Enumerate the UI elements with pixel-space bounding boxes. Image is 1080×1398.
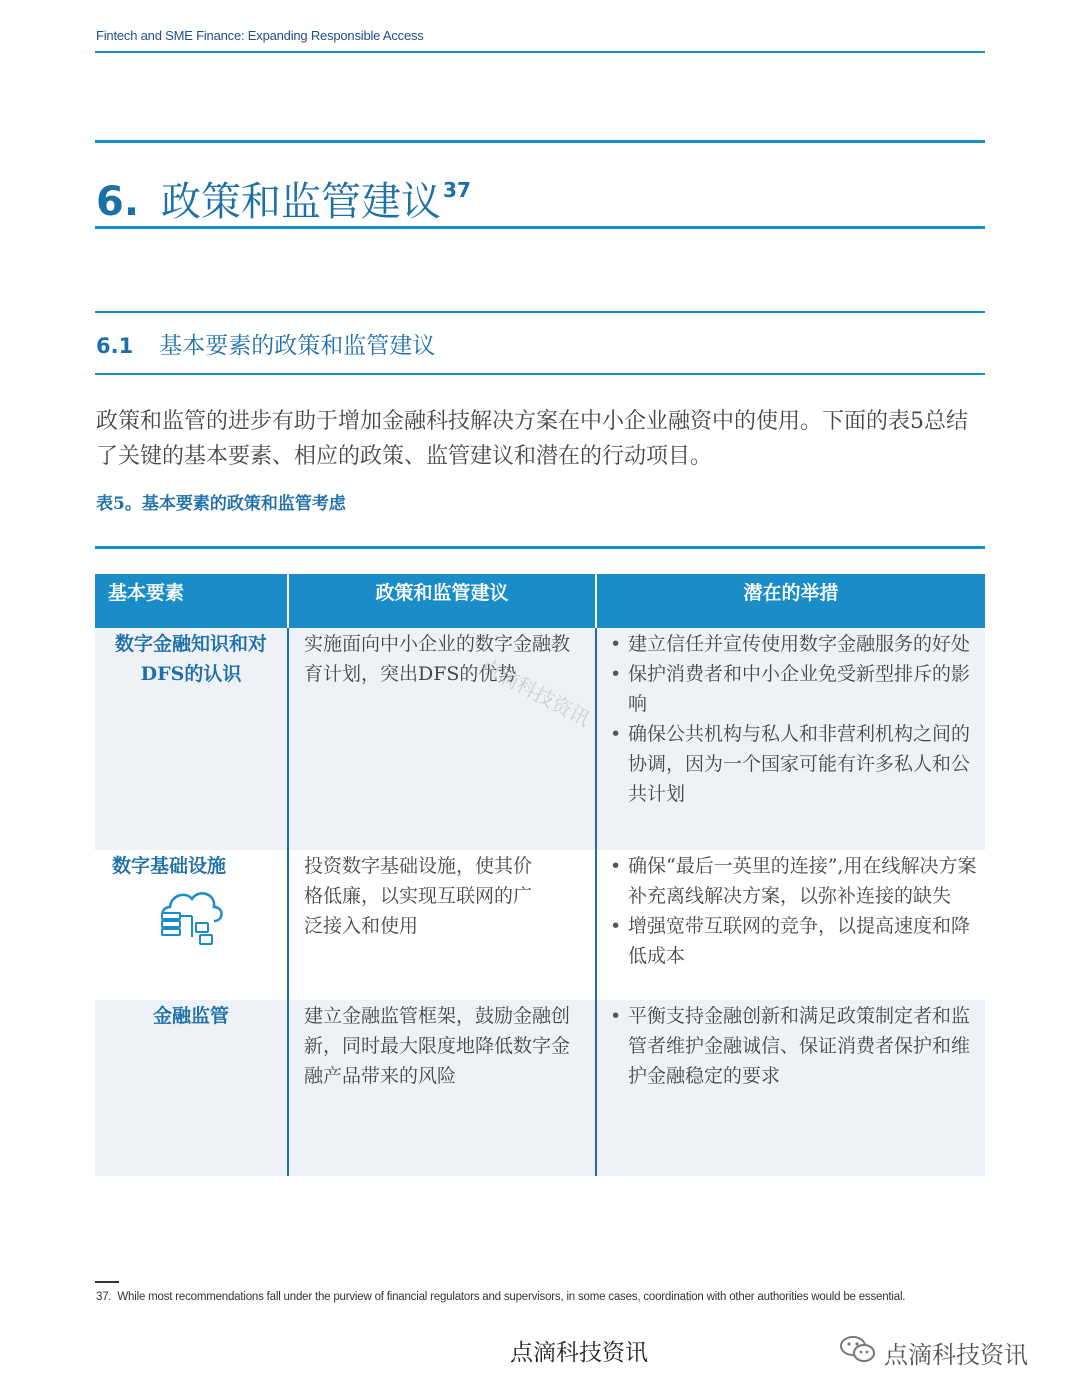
section-title: 基本要素的政策和监管建议: [159, 333, 436, 359]
actions-cell: [596, 628, 985, 850]
intro-paragraph: 政策和监管的进步有助于增加金融科技解决方案在中小企业融资中的使用。下面的表5总结了关键的基本要素、相应的政策、监管建议和潜在的行动项目。: [96, 409, 968, 469]
policy-cell: [288, 1000, 596, 1176]
running-header: Fintech and SME Finance: Expanding Responsible Access: [96, 28, 424, 43]
action-item: • 增强宽带互联网的竞争，以提高速度和降低成本: [598, 911, 984, 971]
action-item: • 保护消费者和中小企业免受新型排斥的影响: [598, 659, 984, 719]
element-label: 数字金融知识和对DFS的认识: [114, 633, 267, 685]
column-header-policy: 政策和监管建议: [288, 574, 596, 628]
column-header-element: 基本要素: [95, 574, 288, 628]
policy-cell: [288, 850, 596, 1000]
element-cell: [95, 850, 288, 1000]
section-bottom-rule: [95, 373, 985, 375]
wechat-icon: [838, 1334, 878, 1370]
footnote-number: 37.: [96, 1291, 112, 1303]
section-top-rule: [95, 311, 985, 313]
chapter-number: 6.: [96, 179, 140, 225]
policy-text: 实施面向中小企业的数字金融教育计划，突出DFS的优势: [304, 633, 571, 685]
brand-caption: 点滴科技资讯: [510, 1340, 648, 1366]
policy-table: [95, 574, 985, 1176]
policy-text: 建立金融监管框架，鼓励金融创新，同时最大限度地降低数字金融产品带来的风险: [304, 1005, 571, 1087]
column-header-actions: 潜在的举措: [596, 574, 985, 628]
footnote-text: While most recommendations fall under the purview of financial regulators and supervisors, in some cases, coordination with other authorities would be essential.: [117, 1291, 906, 1303]
element-label: 数字基础设施: [112, 855, 227, 877]
actions-list: [598, 629, 984, 809]
action-item: • 建立信任并宣传使用数字金融服务的好处: [598, 629, 984, 659]
footnote: [96, 1291, 905, 1303]
table-header-row: [95, 574, 985, 628]
actions-cell: [596, 1000, 985, 1176]
table-row: [95, 850, 985, 1000]
header-rule: [95, 51, 985, 53]
cloud-server-icon: [96, 881, 286, 954]
action-item: • 确保“最后一英里的连接”,用在线解决方案补充离线解决方案，以弥补连接的缺失: [598, 851, 984, 911]
watermark-text: 点滴科技资讯: [476, 653, 595, 732]
table-top-rule: [95, 546, 985, 549]
chapter-top-rule: [95, 140, 985, 143]
wechat-account-badge[interactable]: [838, 1334, 1028, 1370]
actions-list: [598, 1001, 984, 1091]
policy-text: 投资数字基础设施，使其价格低廉，以实现互联网的广泛接入和使用: [304, 855, 533, 937]
table-row: [95, 628, 985, 850]
wechat-account-name: 点滴科技资讯: [884, 1340, 1028, 1369]
chapter-heading: [96, 160, 471, 225]
table-row: [95, 1000, 985, 1176]
chapter-bottom-rule: [95, 226, 985, 229]
action-item: • 平衡支持金融创新和满足政策制定者和监管者维护金融诚信、保证消费者保护和维护金融稳定的要求: [598, 1001, 984, 1091]
element-label: 金融监管: [152, 1005, 229, 1027]
actions-cell: [596, 850, 985, 1000]
actions-list: [598, 851, 984, 971]
table-caption: 表5。基本要素的政策和监管考虑: [96, 494, 346, 514]
section-number: 6.1: [96, 334, 134, 358]
policy-cell: [288, 628, 596, 850]
element-cell: [95, 628, 288, 850]
chapter-footnote-ref[interactable]: 37: [443, 178, 471, 202]
section-heading: [96, 326, 435, 366]
chapter-title: 政策和监管建议: [161, 179, 442, 225]
footnote-rule: [95, 1281, 119, 1283]
element-cell: [95, 1000, 288, 1176]
action-item: • 确保公共机构与私人和非营利机构之间的协调，因为一个国家可能有许多私人和公共计划: [598, 719, 984, 809]
